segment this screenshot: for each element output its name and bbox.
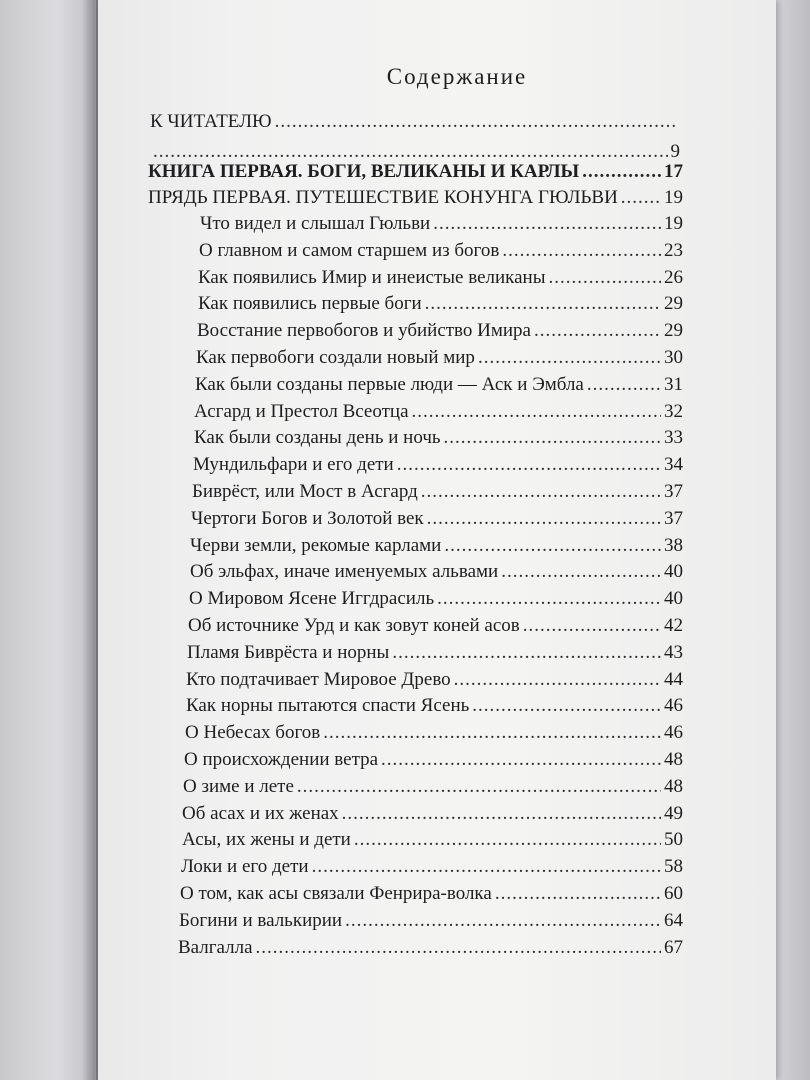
toc-entry — [194, 400, 683, 424]
toc-page-number: 37 — [664, 508, 683, 529]
toc-entry — [178, 936, 683, 960]
toc-page-number: 48 — [664, 749, 683, 770]
toc-entry — [180, 882, 683, 906]
toc-page-number: 30 — [664, 347, 683, 368]
toc-entry — [196, 346, 683, 370]
toc-page-number: 23 — [664, 240, 683, 261]
leader-dots — [392, 641, 661, 665]
toc-entry-label: Как норны пытаются спасти Ясень — [186, 695, 470, 716]
toc-entry-label: Мундильфари и его дети — [193, 454, 394, 475]
toc-entry-label: Черви земли, рекомые карлами — [190, 535, 442, 556]
leader-dots — [323, 721, 661, 745]
leader-dots — [548, 266, 661, 290]
toc-entry — [192, 480, 683, 504]
toc-entry — [198, 292, 683, 316]
toc-entry-label: ПРЯДЬ ПЕРВАЯ. ПУТЕШЕСТВИЕ КОНУНГА ГЮЛЬВИ — [148, 187, 618, 208]
toc-page-number: 42 — [664, 615, 683, 636]
toc-page-number: 34 — [664, 454, 683, 475]
toc-entry-label: Как первобоги создали новый мир — [196, 347, 475, 368]
leader-dots — [412, 400, 661, 424]
toc-page-number: 44 — [664, 669, 683, 690]
toc-page-number: 46 — [664, 722, 683, 743]
toc-entry-label: К ЧИТАТЕЛЮ — [150, 111, 272, 132]
toc-entry-label: Биврёст, или Мост в Асгард — [192, 481, 418, 502]
leader-dots — [397, 453, 661, 477]
toc-entry — [191, 507, 683, 531]
toc-page-number: 43 — [664, 642, 683, 663]
leader-dots — [621, 186, 661, 210]
leader-dots — [523, 614, 661, 638]
leader-dots — [478, 346, 661, 370]
toc-entry — [199, 239, 683, 263]
toc-page-number: 19 — [664, 187, 683, 208]
toc-entry — [193, 453, 683, 477]
toc-page-number: 60 — [664, 883, 683, 904]
toc-entry-part — [148, 186, 683, 210]
toc-entry-label: Валгалла — [178, 937, 253, 958]
toc-entry — [190, 534, 683, 558]
toc-page-number: 26 — [664, 267, 683, 288]
toc-entry-label: Асы, их жены и дети — [182, 829, 351, 850]
toc-entry-label: Как были созданы день и ночь — [194, 427, 441, 448]
toc-entry-book — [148, 160, 683, 184]
toc-page-number: 33 — [664, 427, 683, 448]
toc-page-number: 37 — [664, 481, 683, 502]
toc-entry-label: Кто подтачивает Мировое Древо — [186, 669, 451, 690]
toc-page-number: 40 — [664, 588, 683, 609]
toc-page-number: 9 — [670, 141, 680, 162]
leader-dots — [495, 882, 661, 906]
toc-page-number: 29 — [664, 293, 683, 314]
toc-entry — [185, 721, 683, 745]
leader-dots — [444, 534, 661, 558]
toc-entry — [183, 775, 683, 799]
toc-entry — [197, 319, 683, 343]
toc-page-number: 40 — [664, 561, 683, 582]
toc-page-number: 50 — [664, 829, 683, 850]
toc-page-number: 46 — [664, 695, 683, 716]
toc-entry — [186, 668, 683, 692]
toc-entry — [187, 641, 683, 665]
leader-dots — [312, 855, 661, 879]
toc-entry-label: Об источнике Урд и как зовут коней асов — [188, 615, 520, 636]
leader-dots — [454, 668, 661, 692]
toc-entry-label: О зиме и лете — [183, 776, 294, 797]
leader-dots — [256, 936, 661, 960]
leader-dots — [433, 212, 661, 236]
toc-entry-label: О Мировом Ясене Иггдрасиль — [189, 588, 435, 609]
toc-entry-label: Как появились первые боги — [198, 293, 422, 314]
toc-entry — [179, 909, 683, 933]
page-edges — [770, 0, 810, 1080]
leader-dots — [427, 507, 661, 531]
toc-entry-label: Об асах и их женах — [182, 803, 339, 824]
leader-dots — [472, 694, 661, 718]
toc-page-number: 38 — [664, 535, 683, 556]
toc-page-number: 19 — [664, 213, 683, 234]
toc-entry-label: О главном и самом старшем из богов — [199, 240, 500, 261]
leader-dots — [345, 909, 661, 933]
toc-entry — [195, 373, 683, 397]
toc-entry — [188, 614, 683, 638]
leader-dots — [587, 373, 661, 397]
toc-entry-preface — [150, 110, 680, 134]
toc-entry-label: Чертоги Богов и Золотой век — [191, 508, 424, 529]
toc-entry-label: КНИГА ПЕРВАЯ. БОГИ, ВЕЛИКАНЫ И КАРЛЫ — [148, 161, 580, 182]
toc-page-number: 64 — [664, 910, 683, 931]
toc-page-number: 32 — [664, 401, 683, 422]
toc-entry-label: О том, как асы связали Фенрира-волка — [180, 883, 492, 904]
toc-page-number: 29 — [664, 320, 683, 341]
toc-entry-label: Локи и его дети — [181, 856, 309, 877]
leader-dots — [275, 110, 677, 134]
leader-dots — [502, 239, 661, 263]
toc-page-number: 67 — [664, 937, 683, 958]
leader-dots — [582, 160, 661, 184]
toc-page-number: 58 — [664, 856, 683, 877]
leader-dots — [421, 480, 661, 504]
toc-entry-label: Что видел и слышал Гюльви — [200, 213, 431, 234]
toc-entry — [194, 426, 683, 450]
toc-entry — [181, 855, 683, 879]
toc-entry — [186, 694, 683, 718]
leader-dots — [297, 775, 661, 799]
table-of-contents — [98, 0, 776, 1080]
leader-dots — [437, 587, 661, 611]
toc-entry-label: Богини и валькирии — [179, 910, 343, 931]
toc-entry-label: О происхождении ветра — [184, 749, 379, 770]
toc-entry-label: О Небесах богов — [185, 722, 321, 743]
toc-entry — [198, 266, 683, 290]
leader-dots — [381, 748, 661, 772]
toc-page-number: 48 — [664, 776, 683, 797]
toc-entry-label: Асгард и Престол Всеотца — [194, 401, 409, 422]
toc-entry — [190, 560, 683, 584]
leader-dots — [425, 292, 661, 316]
toc-entry-label: Как были созданы первые люди — Аск и Эмбла — [195, 374, 584, 395]
toc-entry-label: Восстание первобогов и убийство Имира — [197, 320, 531, 341]
toc-page-number: 31 — [664, 374, 683, 395]
toc-entry-label: Как появились Имир и инеистые великаны — [198, 267, 546, 288]
toc-entry — [189, 587, 683, 611]
toc-entry — [182, 828, 683, 852]
toc-entry-label: Пламя Биврёста и норны — [187, 642, 390, 663]
leader-dots — [534, 319, 661, 343]
leader-dots — [354, 828, 661, 852]
toc-entry-label: Об эльфах, иначе именуемых альвами — [190, 561, 499, 582]
toc-entry — [184, 748, 683, 772]
leader-dots — [342, 802, 661, 826]
toc-page-number: 17 — [664, 161, 683, 182]
toc-entry — [200, 212, 683, 236]
toc-title: Содержание — [386, 64, 528, 89]
leader-dots — [444, 426, 661, 450]
leader-dots — [501, 560, 661, 584]
toc-page-number: 49 — [664, 803, 683, 824]
book-page — [98, 0, 776, 1080]
toc-entry — [182, 802, 683, 826]
